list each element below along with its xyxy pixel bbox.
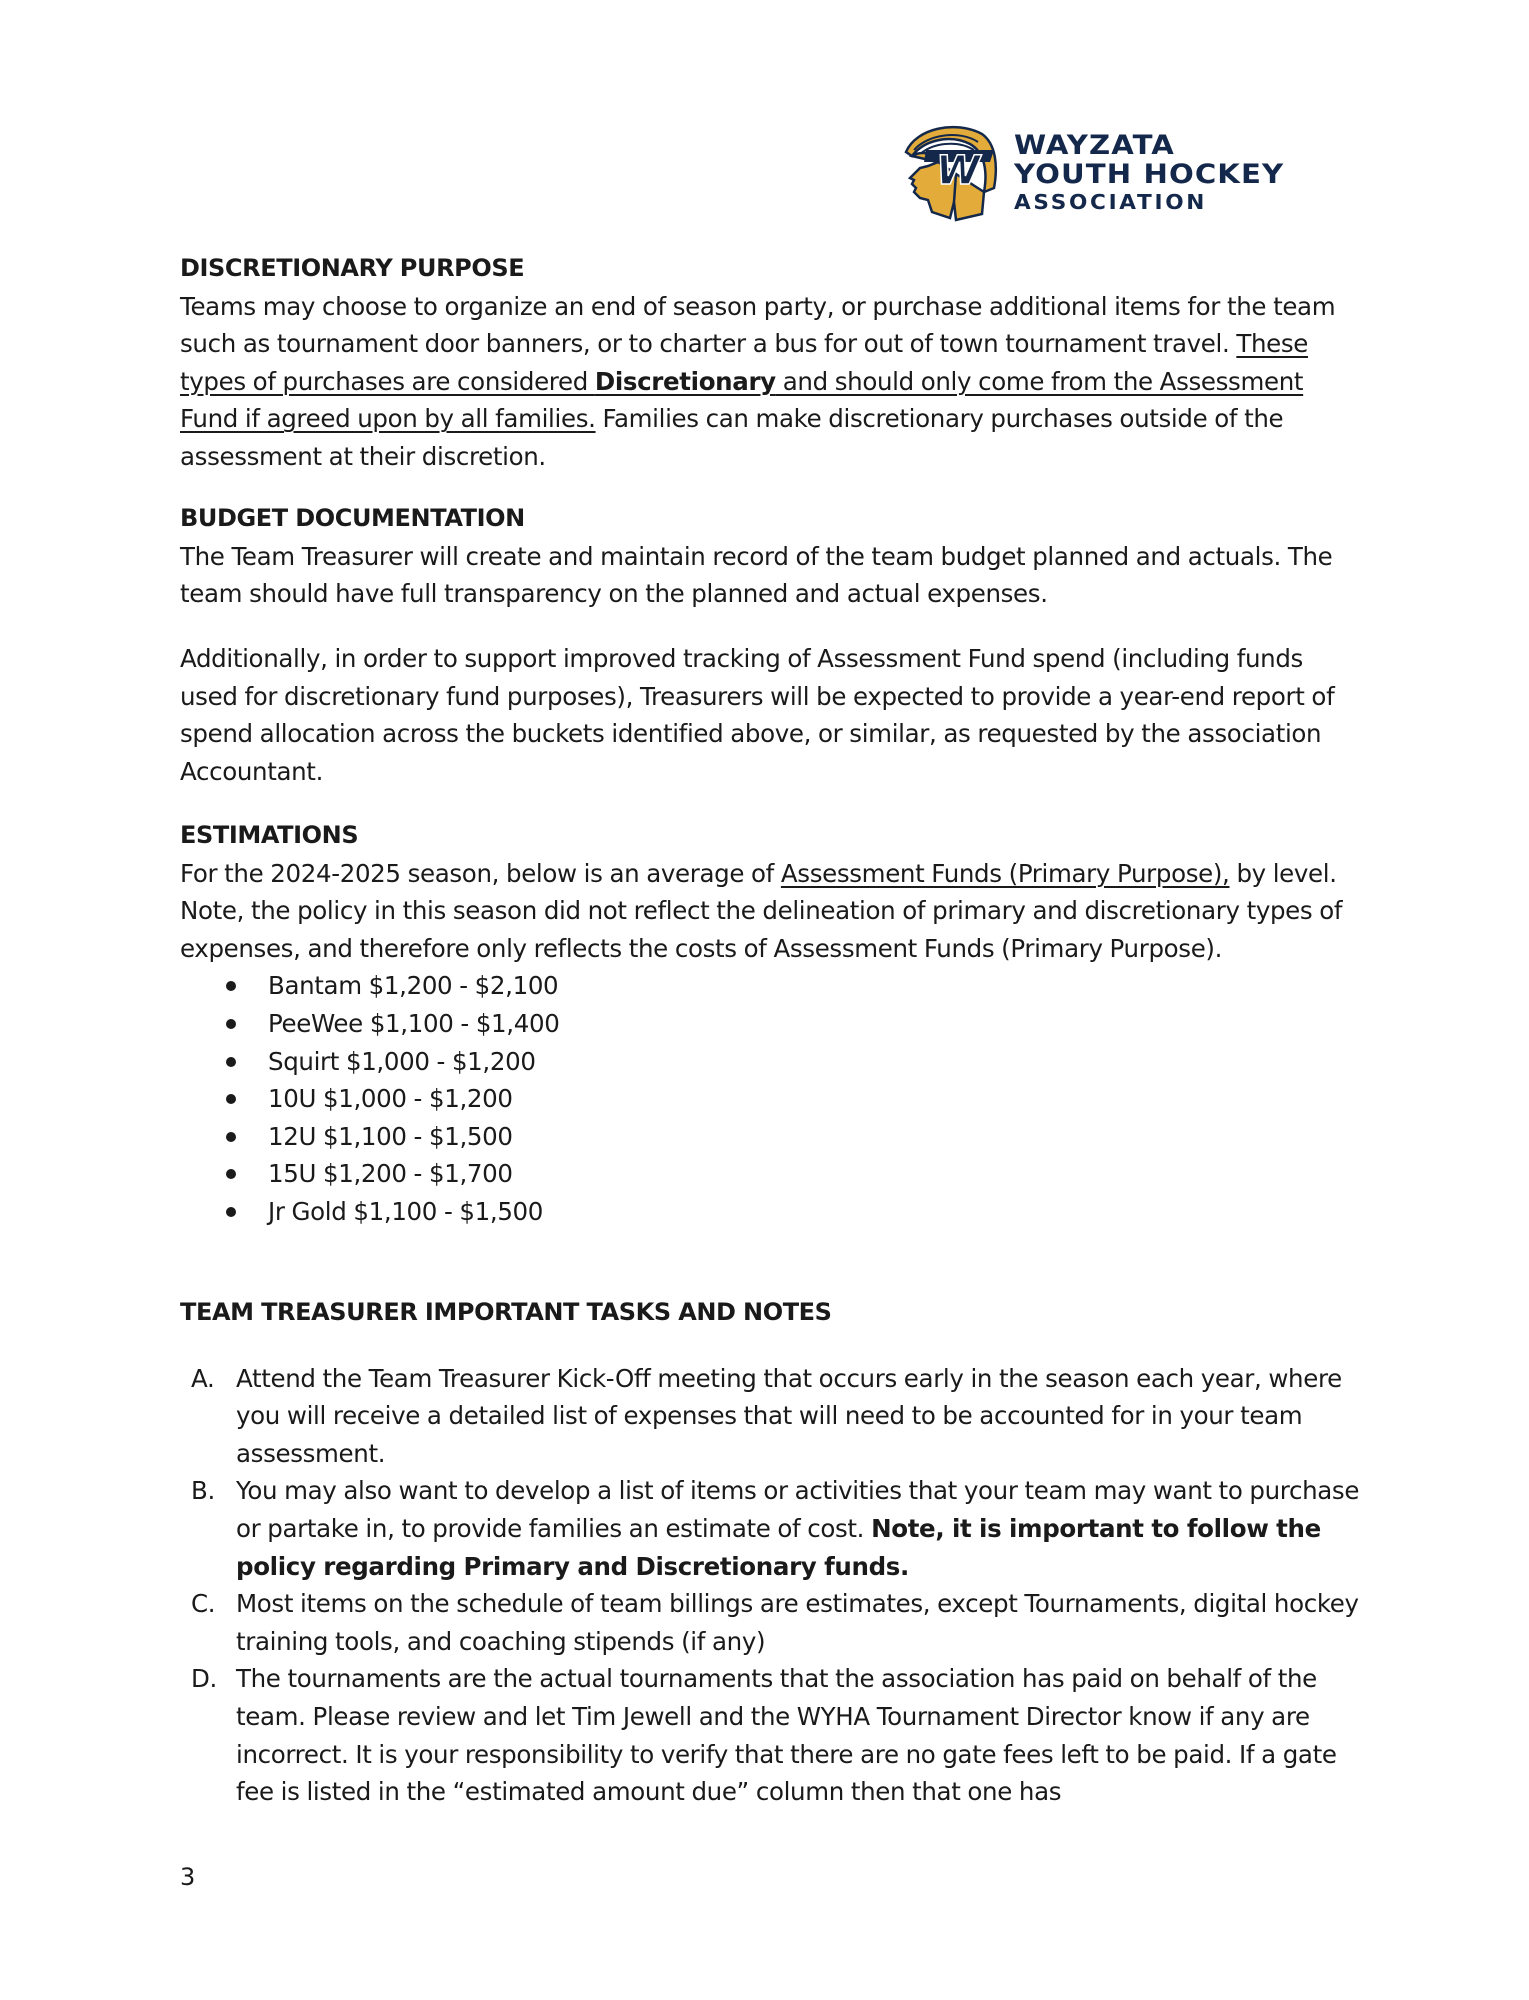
page-number: 3 xyxy=(180,1863,196,1891)
discretionary-paragraph xyxy=(180,288,1360,476)
logo-line-youth-hockey: YOUTH HOCKEY xyxy=(1014,159,1285,190)
budget-paragraph-2: Additionally, in order to support improved tracking of Assessment Fund spend (including funds used for discretionary fund purposes), Treasurers will be expected to provide a year-end report of spend allocation across the buckets identified above, or similar, as requested by the association Accountant. xyxy=(180,644,1335,786)
bullet-icon xyxy=(226,1019,236,1029)
heading-discretionary-purpose: DISCRETIONARY PURPOSE xyxy=(180,254,525,282)
estimations-underlined: Assessment Funds (Primary Purpose), xyxy=(780,858,1230,888)
spartan-helmet-w-icon xyxy=(898,122,1000,222)
discretionary-text-1: Teams may choose to organize an end of season party, or purchase additional items for the team such as tournament door banners, or to charter a bus for out of town tournament travel. xyxy=(180,291,1336,359)
bullet-icon xyxy=(226,1207,236,1217)
estimations-paragraph xyxy=(180,855,1360,968)
heading-budget-documentation: BUDGET DOCUMENTATION xyxy=(180,504,525,532)
discretionary-underlined-bold: Discretionary xyxy=(594,366,776,396)
discretionary-text-2: Families can make discretionary purchases outside of the assessment at their discretion. xyxy=(180,404,1284,471)
logo-wordmark xyxy=(1014,132,1284,212)
heading-treasurer-tasks: TEAM TREASURER IMPORTANT TASKS AND NOTES xyxy=(180,1298,832,1326)
treasurer-task-list xyxy=(180,1360,1360,1811)
svg-text:W: W xyxy=(935,148,981,194)
logo-line-wayzata: WAYZATA xyxy=(1014,130,1175,161)
level-range-text: Jr Gold $1,100 - $1,500 xyxy=(268,1196,544,1226)
level-range-text: 15U $1,200 - $1,700 xyxy=(268,1159,513,1189)
list-item xyxy=(180,1043,1360,1081)
list-item xyxy=(180,1118,1360,1156)
bullet-icon xyxy=(226,981,236,991)
list-item xyxy=(180,1080,1360,1118)
list-item xyxy=(180,1472,1360,1585)
section-budget-documentation xyxy=(180,500,1360,613)
list-item xyxy=(180,1585,1360,1660)
list-marker: A. xyxy=(191,1363,215,1393)
discretionary-underlined-1: These types of purchases are considered xyxy=(180,329,1309,396)
level-range-text: 10U $1,000 - $1,200 xyxy=(268,1084,513,1114)
level-range-text: Bantam $1,200 - $2,100 xyxy=(268,971,559,1001)
list-item xyxy=(180,1155,1360,1193)
list-item xyxy=(180,1005,1360,1043)
section-budget-documentation-continued xyxy=(180,640,1360,790)
task-text: The tournaments are the actual tournaments that the association has paid on behalf of the team. Please review and let Tim Jewell and the WYHA Tournament Director know if any are incorrect. It is your responsibility to verify that there are no gate fees left to be paid. If a gate fee is listed in the “estimated amount due” column then that one has xyxy=(236,1664,1337,1807)
estimations-level-list xyxy=(180,967,1360,1230)
level-range-text: PeeWee $1,100 - $1,400 xyxy=(268,1008,560,1038)
bullet-icon xyxy=(226,1169,236,1179)
list-marker: D. xyxy=(191,1664,217,1694)
list-marker: C. xyxy=(191,1589,216,1619)
level-range-text: 12U $1,100 - $1,500 xyxy=(268,1121,513,1151)
level-range-text: Squirt $1,000 - $1,200 xyxy=(268,1046,536,1076)
section-estimations xyxy=(180,817,1360,1231)
section-discretionary-purpose xyxy=(180,250,1360,476)
task-text: You may also want to develop a list of items or activities that your team may want to purchase or partake in, to provide families an estimate of cost. xyxy=(236,1476,1360,1543)
logo-line-association: ASSOCIATION xyxy=(1014,190,1208,214)
bullet-icon xyxy=(226,1057,236,1067)
list-marker: B. xyxy=(191,1476,215,1506)
list-item xyxy=(180,1360,1360,1473)
list-item xyxy=(180,1660,1360,1810)
heading-estimations: ESTIMATIONS xyxy=(180,821,359,849)
estimations-text-2: by level. Note, the policy in this season did not reflect the delineation of primary and discretionary types of expenses, and therefore only reflects the costs of Assessment Funds (Primary Purpose). xyxy=(180,858,1343,963)
bullet-icon xyxy=(226,1094,236,1104)
section-treasurer-tasks xyxy=(180,1294,1360,1811)
list-item xyxy=(180,967,1360,1005)
task-bold-note: Note, it is important to follow the policy regarding Primary and Discretionary funds. xyxy=(236,1513,1321,1581)
task-text: Attend the Team Treasurer Kick-Off meeting that occurs early in the season each year, where you will receive a detailed list of expenses that will need to be accounted for in your team assessment. xyxy=(236,1363,1342,1468)
task-text: Most items on the schedule of team billings are estimates, except Tournaments, digital hockey training tools, and coaching stipends (if any) xyxy=(236,1589,1359,1656)
discretionary-underlined-2: and should only come from the Assessment Fund if agreed upon by all families. xyxy=(180,366,1304,434)
list-item xyxy=(180,1193,1360,1231)
estimations-text-1: For the 2024-2025 season, below is an average of xyxy=(180,858,781,888)
budget-paragraph-1: The Team Treasurer will create and maintain record of the team budget planned and actuals. The team should have full transparency on the planned and actual expenses. xyxy=(180,541,1333,609)
wyha-logo xyxy=(898,122,1298,222)
bullet-icon xyxy=(226,1132,236,1142)
